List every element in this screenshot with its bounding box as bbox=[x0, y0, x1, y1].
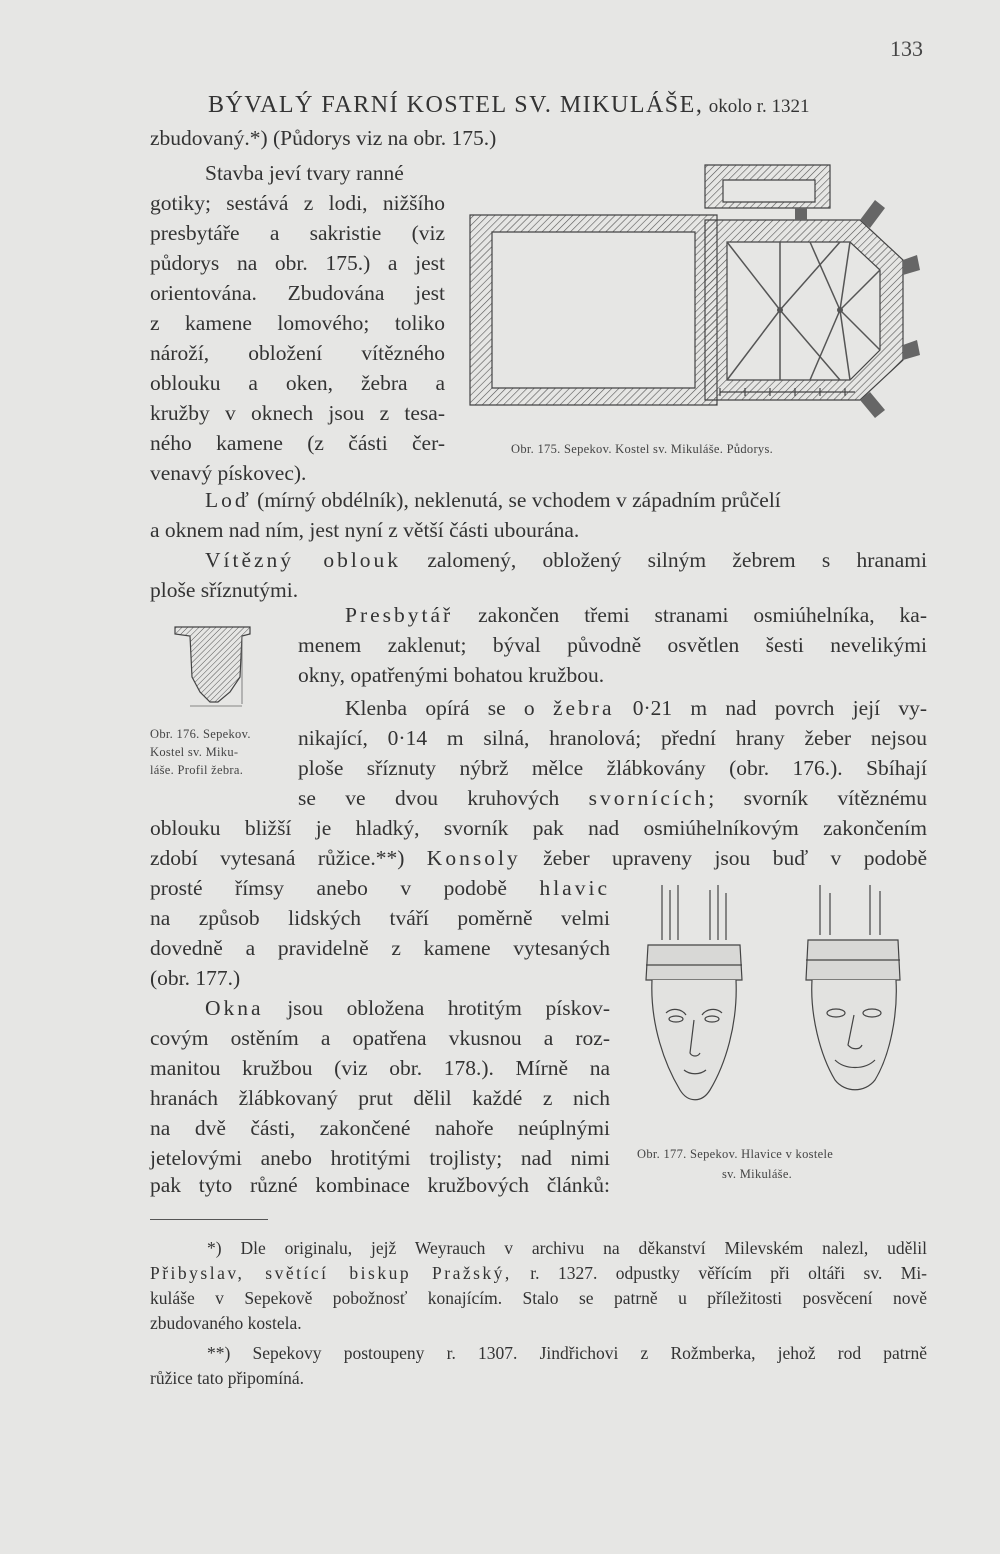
body-line bbox=[298, 785, 927, 811]
term-vitezny-oblouk: Vítězný oblouk bbox=[205, 548, 402, 572]
lod-line-1: (mírný obdélník), neklenutá, se vchodem v západním průčelí bbox=[257, 488, 781, 512]
footnote-line: *) Dle originalu, jejž Weyrauch v archivu na děkanství Milevském nalezl, udělil bbox=[207, 1238, 927, 1258]
body-line: půdorys na obr. 175.) a jest bbox=[150, 251, 445, 275]
figure-176-caption-line: Obr. 176. Sepekov. bbox=[150, 727, 251, 741]
figure-177-caption-line: Obr. 177. Sepekov. Hlavice v kostele bbox=[637, 1147, 834, 1161]
paragraph-lod bbox=[205, 487, 781, 513]
body-line: oblouku a oken, žebra a bbox=[150, 371, 445, 395]
body-line: hranách žlábkovaný prut dělil každé z nich bbox=[150, 1086, 610, 1110]
body-line: dovedně a pravidelně z kamene vytesaných bbox=[150, 936, 610, 960]
klenba-part: 0·21 m nad povrch její vy- bbox=[632, 696, 928, 720]
body-line: nikající, 0·14 m silná, hranolová; přední hrany žeber nejsou bbox=[298, 726, 927, 750]
body-line: a oknem nad ním, jest nyní z větší části ubourána. bbox=[150, 518, 580, 542]
paragraph-oblouk bbox=[205, 547, 927, 573]
body-line: ného kamene (z části čer- bbox=[150, 431, 445, 455]
figure-176-caption-line: láše. Profil žebra. bbox=[150, 763, 244, 777]
rib-profile-figure bbox=[170, 622, 255, 712]
footnote-line: růžice tato připomíná. bbox=[150, 1368, 305, 1388]
term-zebra: žebra bbox=[552, 696, 615, 720]
klenba-part: prosté římsy anebo v podobě bbox=[150, 876, 507, 900]
page-number: 133 bbox=[890, 36, 923, 61]
body-line: z kamene lomového; toliko bbox=[150, 311, 445, 335]
carved-heads-figure bbox=[640, 885, 910, 1140]
presbytar-line-1: zakončen třemi stranami osmiúhelníka, ka- bbox=[478, 603, 928, 627]
term-hlavic: hlavic bbox=[539, 876, 610, 900]
klenba-part: ; svorník vítěznému bbox=[708, 786, 927, 810]
footnote-part: r. 1327. odpustky věřícím při oltáři sv. Mi- bbox=[530, 1263, 928, 1283]
body-line: ploše sříznuty nýbrž mělce žlábkovány (obr. 176.). Sbíhají bbox=[298, 756, 927, 780]
body-line: ploše sříznutými. bbox=[150, 578, 299, 602]
body-line: zbudovaný.*) (Půdorys viz na obr. 175.) bbox=[150, 126, 497, 150]
body-line: oblouku bližší je hladký, svorník pak nad osmiúhelníkovým zakončením bbox=[150, 816, 927, 840]
footnote-rule bbox=[150, 1219, 268, 1220]
body-line: presbytáře a sakristie (viz bbox=[150, 221, 445, 245]
body-line: na dvě části, zakončené nahoře neúplnými bbox=[150, 1116, 610, 1140]
body-line: jetelovými anebo hrotitými trojlisty; nad nimi bbox=[150, 1146, 610, 1170]
oblouk-line-1: zalomený, obložený silným žebrem s hranami bbox=[427, 548, 927, 572]
klenba-part: žeber upraveny jsou buď v podobě bbox=[543, 846, 928, 870]
body-line: covým ostěním a opatřena vkusnou a roz- bbox=[150, 1026, 610, 1050]
body-line: gotiky; sestává z lodi, nižšího bbox=[150, 191, 445, 215]
chapter-heading bbox=[208, 92, 810, 120]
body-line: Stavba jeví tvary ranné bbox=[205, 161, 404, 185]
body-line: (obr. 177.) bbox=[150, 966, 241, 990]
term-presbytar: Presbytář bbox=[345, 603, 454, 627]
okna-line-1: jsou obložena hrotitým pískov- bbox=[287, 996, 610, 1020]
footnote-line bbox=[150, 1262, 927, 1284]
paragraph-okna bbox=[205, 995, 610, 1021]
klenba-part: zdobí vytesaná růžice.**) bbox=[150, 846, 405, 870]
heading-main: BÝVALÝ FARNÍ KOSTEL SV. MIKULÁŠE, bbox=[208, 92, 704, 118]
figure-175-caption: Obr. 175. Sepekov. Kostel sv. Mikuláše. Půdorys. bbox=[511, 442, 774, 456]
body-line bbox=[150, 875, 610, 901]
body-line: pak tyto různé kombinace kružbových článků: bbox=[150, 1173, 610, 1197]
term-svornicich: svornících bbox=[588, 786, 709, 810]
body-line: orientována. Zbudována jest bbox=[150, 281, 445, 305]
figure-176-caption-line: Kostel sv. Miku- bbox=[150, 745, 239, 759]
body-line: kružby v oknech jsou z tesa- bbox=[150, 401, 445, 425]
footnote-line: kuláše v Sepekově pobožnosť konajícím. Stalo se patrně u příležitosti posvěcení nově bbox=[150, 1288, 927, 1308]
body-line bbox=[150, 845, 927, 871]
heading-tail: okolo r. 1321 bbox=[708, 96, 810, 117]
body-line: manitou kružbou (viz obr. 178.). Mírně na bbox=[150, 1056, 610, 1080]
body-line: venavý pískovec). bbox=[150, 461, 307, 485]
footnote-line: **) Sepekovy postoupeny r. 1307. Jindřichovi z Rožmberka, jehož rod patrně bbox=[207, 1343, 927, 1363]
term-konsoly: Konsoly bbox=[426, 846, 521, 870]
body-line: menem zaklenut; býval původně osvětlen šesti nevelikými bbox=[298, 633, 927, 657]
footnote-line: zbudovaného kostela. bbox=[150, 1313, 302, 1333]
body-line: okny, opatřenými bohatou kružbou. bbox=[298, 663, 605, 687]
term-okna: Okna bbox=[205, 996, 264, 1020]
klenba-part: Klenba opírá se o bbox=[345, 696, 535, 720]
figure-177-caption-line: sv. Mikuláše. bbox=[722, 1167, 793, 1181]
floor-plan-figure bbox=[465, 160, 925, 420]
footnote-spaced: Přibyslav, světící biskup Pražský, bbox=[150, 1263, 512, 1283]
klenba-part: se ve dvou kruhových bbox=[298, 786, 560, 810]
paragraph-presbytar bbox=[345, 602, 927, 628]
term-lod: Loď bbox=[205, 488, 252, 512]
body-line: nároží, obložení vítězného bbox=[150, 341, 445, 365]
body-line: na způsob lidských tváří poměrně velmi bbox=[150, 906, 610, 930]
paragraph-klenba bbox=[345, 695, 927, 721]
